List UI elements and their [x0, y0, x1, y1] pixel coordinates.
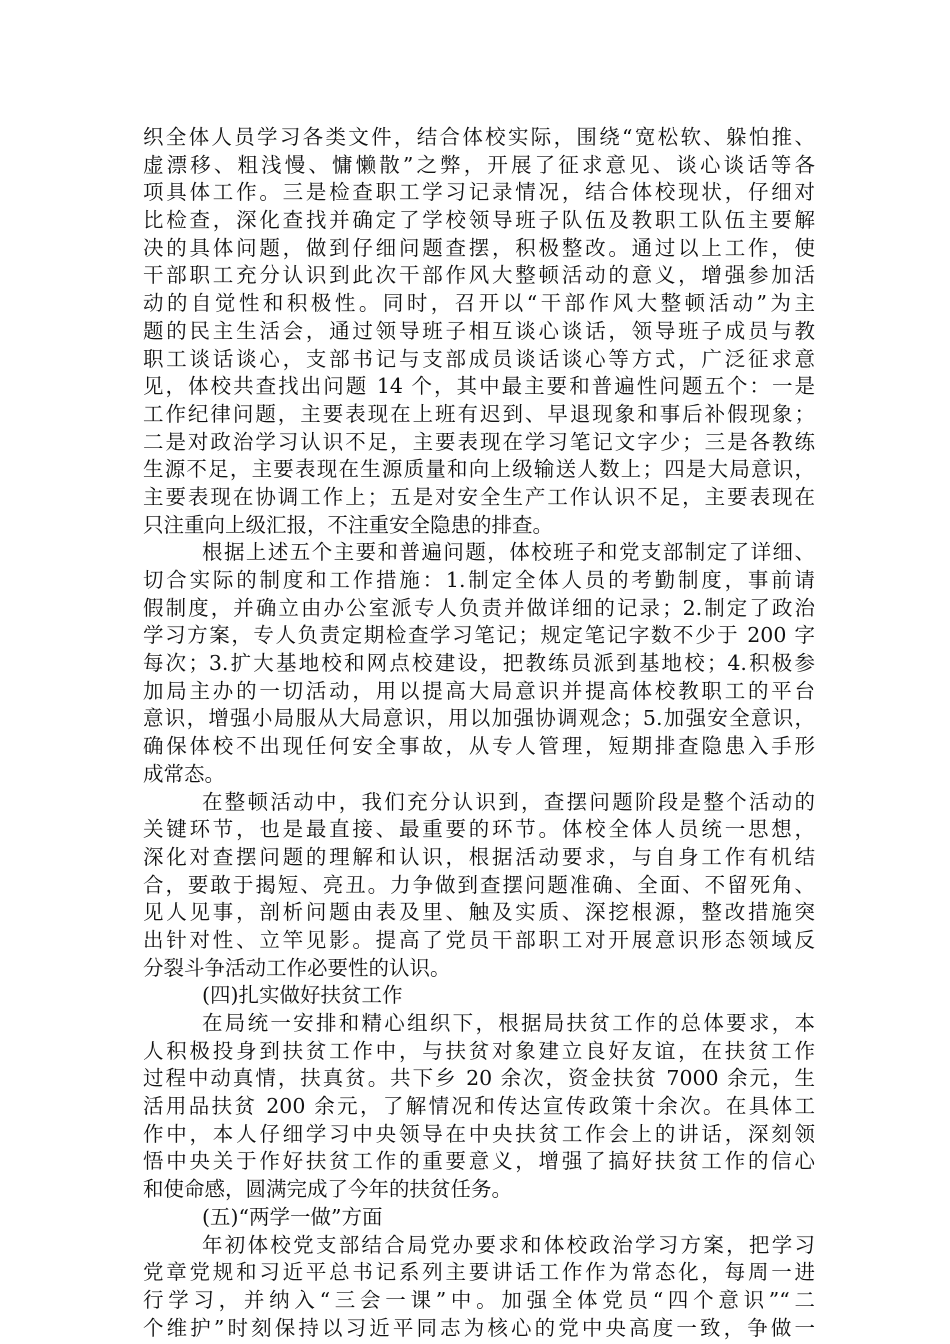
text-line: 见人见事，剖析问题由表及里、触及实质、深挖根源，整改措施突 [143, 900, 815, 925]
text-line: 合，要敢于揭短、亮丑。力争做到查摆问题准确、全面、不留死角、 [143, 872, 815, 897]
text-line: 在整顿活动中，我们充分认识到，查摆问题阶段是整个活动的 [202, 789, 815, 814]
text-line: (五)“两学一做”方面 [202, 1204, 383, 1229]
text-line: 虚漂移、粗浅慢、慵懒散”之弊，开展了征求意见、谈心谈话等各 [143, 152, 815, 177]
text-line: 意识，增强小局服从大局意识，用以加强协调观念；5.加强安全意识， [143, 706, 815, 731]
text-line: 工作纪律问题，主要表现在上班有迟到、早退现象和事后补假现象； [143, 401, 815, 426]
text-line: 切合实际的制度和工作措施：1.制定全体人员的考勤制度，事前请 [143, 568, 815, 592]
text-line: 过程中动真情，扶真贫。共下乡 20 余次，资金扶贫 7000 余元，生 [143, 1066, 815, 1091]
text-line: 每次；3.扩大基地校和网点校建设，把教练员派到基地校；4.积极参 [143, 651, 815, 676]
text-line: 织全体人员学习各类文件，结合体校实际，围绕“宽松软、躲怕推、 [143, 125, 815, 149]
text-line: 分裂斗争活动工作必要性的认识。 [143, 955, 451, 980]
text-line: 题的民主生活会，通过领导班子相互谈心谈话，领导班子成员与教 [143, 318, 815, 343]
text-line: 党章党规和习近平总书记系列主要讲话工作作为常态化，每周一进 [143, 1260, 815, 1285]
text-line: 职工谈话谈心，支部书记与支部成员谈话谈心等方式，广泛征求意 [143, 346, 815, 371]
text-line: 悟中央关于作好扶贫工作的重要意义，增强了搞好扶贫工作的信心 [143, 1149, 815, 1174]
text-line: 学习方案，专人负责定期检查学习笔记；规定笔记字数不少于 200 字 [143, 623, 815, 648]
text-line: 比检查，深化查找并确定了学校领导班子队伍及教职工队伍主要解 [143, 208, 815, 233]
text-line: 成常态。 [143, 761, 225, 786]
text-line: 人积极投身到扶贫工作中，与扶贫对象建立良好友谊，在扶贫工作 [143, 1038, 815, 1063]
text-line: 决的具体问题，做到仔细问题查摆，积极整改。通过以上工作，使 [143, 235, 815, 260]
text-line: 出针对性、立竿见影。提高了党员干部职工对开展意识形态领域反 [143, 927, 815, 952]
text-line: 假制度，并确立由办公室派专人负责并做详细的记录；2.制定了政治 [143, 595, 815, 620]
text-line: 确保体校不出现任何安全事故，从专人管理，短期排查隐患入手形 [143, 734, 815, 759]
text-line: 干部职工充分认识到此次干部作风大整顿活动的意义，增强参加活 [143, 263, 815, 288]
text-line: 根据上述五个主要和普遍问题，体校班子和党支部制定了详细、 [202, 540, 815, 565]
text-line: 动的自觉性和积极性。同时，召开以“干部作风大整顿活动”为主 [143, 291, 815, 316]
document-page [143, 124, 815, 1342]
text-line: 深化对查摆问题的理解和认识，根据活动要求，与自身工作有机结 [143, 844, 815, 869]
text-line: 行学习，并纳入“三会一课”中。加强全体党员“四个意识”“二 [143, 1287, 815, 1312]
text-line: 在局统一安排和精心组织下，根据局扶贫工作的总体要求，本 [202, 1011, 815, 1035]
text-line: 个维护”时刻保持以习近平同志为核心的党中央高度一致，争做一 [143, 1315, 815, 1340]
text-line: 和使命感，圆满完成了今年的扶贫任务。 [143, 1177, 512, 1202]
text-line: 关键环节，也是最直接、最重要的环节。体校全体人员统一思想， [143, 817, 815, 842]
text-line: 二是对政治学习认识不足，主要表现在学习笔记文字少；三是各教练 [143, 429, 815, 454]
text-line: 主要表现在协调工作上；五是对安全生产工作认识不足，主要表现在 [143, 484, 815, 509]
text-line: 年初体校党支部结合局党办要求和体校政治学习方案，把学习 [202, 1232, 815, 1257]
text-line: 见，体校共查找出问题 14 个，其中最主要和普遍性问题五个：一是 [143, 374, 815, 399]
text-line: 只注重向上级汇报，不注重安全隐患的排查。 [143, 512, 553, 537]
text-line: 活用品扶贫 200 余元，了解情况和传达宣传政策十余次。在具体工 [143, 1094, 815, 1119]
text-line: 加局主办的一切活动，用以提高大局意识并提高体校教职工的平台 [143, 678, 815, 703]
text-line: 生源不足，主要表现在生源质量和向上级输送人数上；四是大局意识， [143, 457, 815, 482]
text-line: (四)扎实做好扶贫工作 [202, 983, 403, 1008]
text-line: 项具体工作。三是检查职工学习记录情况，结合体校现状，仔细对 [143, 180, 815, 205]
text-line: 作中，本人仔细学习中央领导在中央扶贫工作会上的讲话，深刻领 [143, 1121, 815, 1146]
